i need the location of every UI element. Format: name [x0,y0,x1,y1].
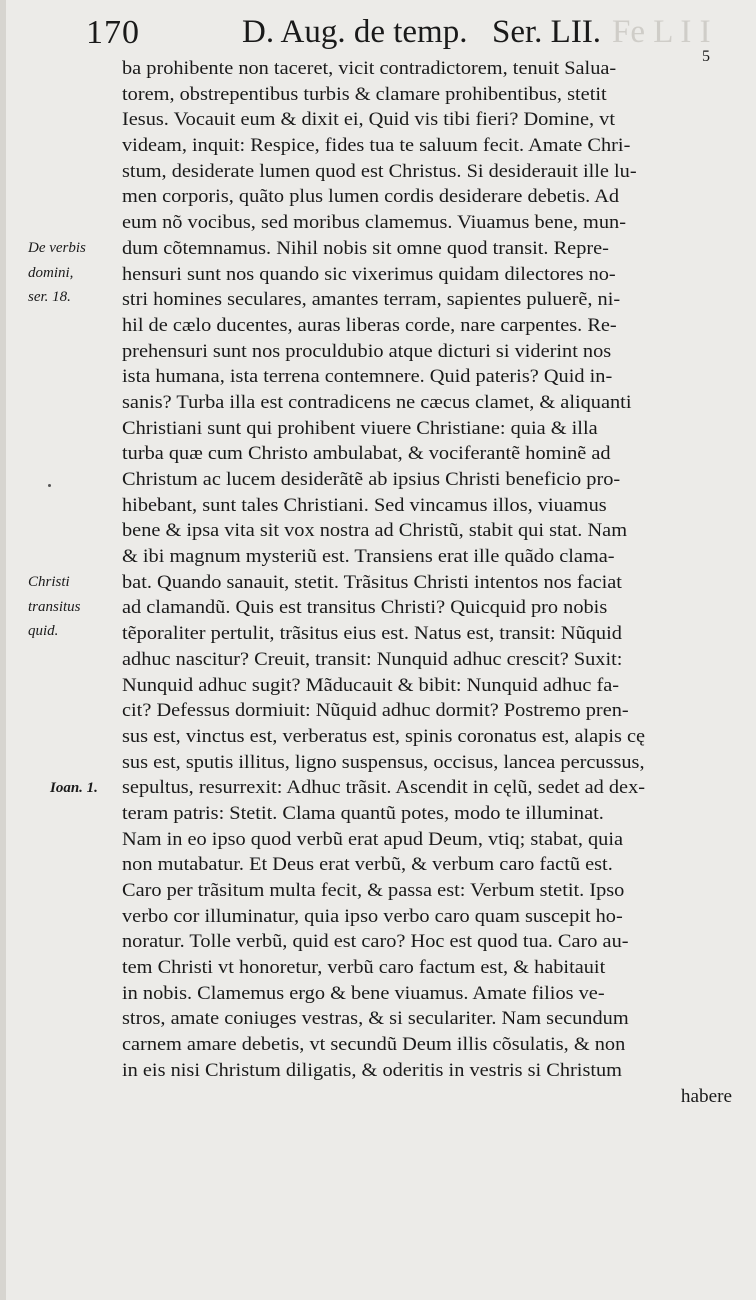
text-line: eum nõ vocibus, sed moribus clamemus. Viuamus bene, mun- [122,212,626,234]
page-number: 170 [86,14,140,51]
text-line: Nunquid adhuc sugit? Mãducauit & bibit: Nunquid adhuc fa- [122,674,620,696]
text-line: Christiani sunt qui prohibent viuere Christiane: quia & illa [122,417,598,439]
margin-note-line: transitus [28,598,81,615]
text-line: sus est, sputis illitus, ligno suspensus, occisus, lancea percussus, [122,751,645,773]
margin-note-transitus [28,570,120,644]
text-line: noratur. Tolle verbũ, quid est caro? Hoc est quod tua. Caro au- [122,931,629,953]
margin-note-line: domini, [28,264,74,281]
text-line: stri homines seculares, amantes terram, sapientes puluerẽ, ni- [122,289,621,311]
text-line: tẽporaliter pertulit, trãsitus eius est. Natus est, transit: Nũquid [122,623,622,645]
text-line: Iesus. Vocauit eum & dixit ei, Quid vis tibi fieri? Domine, vt [122,109,615,131]
text-line: videam, inquit: Respice, fides tua te saluum fecit. Amate Chri- [122,135,631,157]
text-line: Caro per trãsitum multa fecit, & passa est: Verbum stetit. Ipso [122,880,625,901]
catchword: habere [680,1085,732,1107]
text-line: hensuri sunt nos quando sic vixerimus quidam dilectores no- [122,263,616,285]
margin-reference: Ioan. 1. [50,780,98,796]
text-line: Nam in eo ipso quod verbũ erat apud Deum, vtiq; stabat, quia [122,828,624,850]
text-line: ad clamandũ. Quis est transitus Christi? Quicquid pro nobis [122,597,608,619]
text-line: sepultus, resurrexit: Adhuc trãsit. Ascendit in cęlũ, sedet ad dex- [122,777,646,799]
margin-note-line: ser. 18. [28,289,71,305]
body-text [122,56,752,1109]
text-line: ista humana, ista terrena contemnere. Quid pateris? Quid in- [122,366,613,388]
text-line: stum, desiderate lumen quod est Christus. Si desiderauit ille lu- [122,160,637,182]
margin-note-line: Christi [28,574,70,590]
page-header [0,0,756,65]
show-through-text: Fe L I I [612,14,711,50]
text-line: carnem amare debetis, vt secundũ Deum illis cõsulatis, & non [122,1034,626,1056]
margin-note-line: De verbis [28,240,86,256]
corner-mark: 5 [702,48,710,65]
text-line: tem Christi vt honoretur, verbũ caro factum est, & habitauit [122,957,606,979]
margin-note-de-verbis [28,236,120,310]
text-line: cit? Defessus dormiuit: Nũquid adhuc dormit? Postremo pren- [122,700,629,722]
text-line: teram patris: Stetit. Clama quantũ potes, modo te illuminat. [122,802,604,824]
text-line: bat. Quando sanauit, stetit. Trãsitus Christi intentos nos faciat [122,571,622,593]
text-line: prehensuri sunt nos proculdubio atque dicturi si viderint nos [122,340,612,362]
text-line: men corporis, quãto plus lumen cordis desiderare debetis. Ad [122,186,620,208]
text-line: ba prohibente non taceret, vicit contradictorem, tenuit Salua- [122,58,617,79]
text-line: turba quæ cum Christo ambulabat, & vociferantẽ hominẽ ad [122,443,611,465]
page-edge [0,0,6,1300]
text-line: Christum ac lucem desiderãtẽ ab ipsius Christi beneficio pro- [122,469,621,490]
ink-speck [48,484,51,487]
text-line: bene & ipsa vita sit vox nostra ad Christũ, stabit qui stat. Nam [122,520,628,542]
text-line: & ibi magnum mysteriũ est. Transiens erat ille quãdo clama- [122,546,615,568]
text-line: in eis nisi Christum diligatis, & oderitis in vestris si Christum [122,1059,623,1081]
text-line: hibebant, sunt tales Christiani. Sed vincamus illos, viuamus [122,494,607,516]
text-line: non mutabatur. Et Deus erat verbũ, & verbum caro factũ est. [122,854,613,876]
text-line: hil de cælo ducentes, auras liberas corde, nare carpentes. Re- [122,314,617,336]
text-line: in nobis. Clamemus ergo & bene viuamus. Amate filios ve- [122,982,605,1004]
text-line: stros, amate coniuges vestras, & si seculariter. Nam secundum [122,1008,629,1030]
text-line: sus est, vinctus est, verberatus est, spinis coronatus est, alapis cę [122,725,646,747]
text-line: dum cõtemnamus. Nihil nobis sit omne quod transit. Repre- [122,237,609,259]
text-line: verbo cor illuminatur, quia ipso verbo caro quam suscepit ho- [122,905,623,927]
sermon-number: Ser. LII. [492,14,602,50]
running-title: D. Aug. de temp. [242,14,468,50]
text-line: sanis? Turba illa est contradicens ne cæcus clamet, & aliquanti [122,391,632,413]
margin-note-line: quid. [28,623,59,639]
text-line: torem, obstrepentibus turbis & clamare prohibentibus, stetit [122,83,607,105]
text-line: adhuc nascitur? Creuit, transit: Nunquid adhuc crescit? Suxit: [122,648,623,670]
